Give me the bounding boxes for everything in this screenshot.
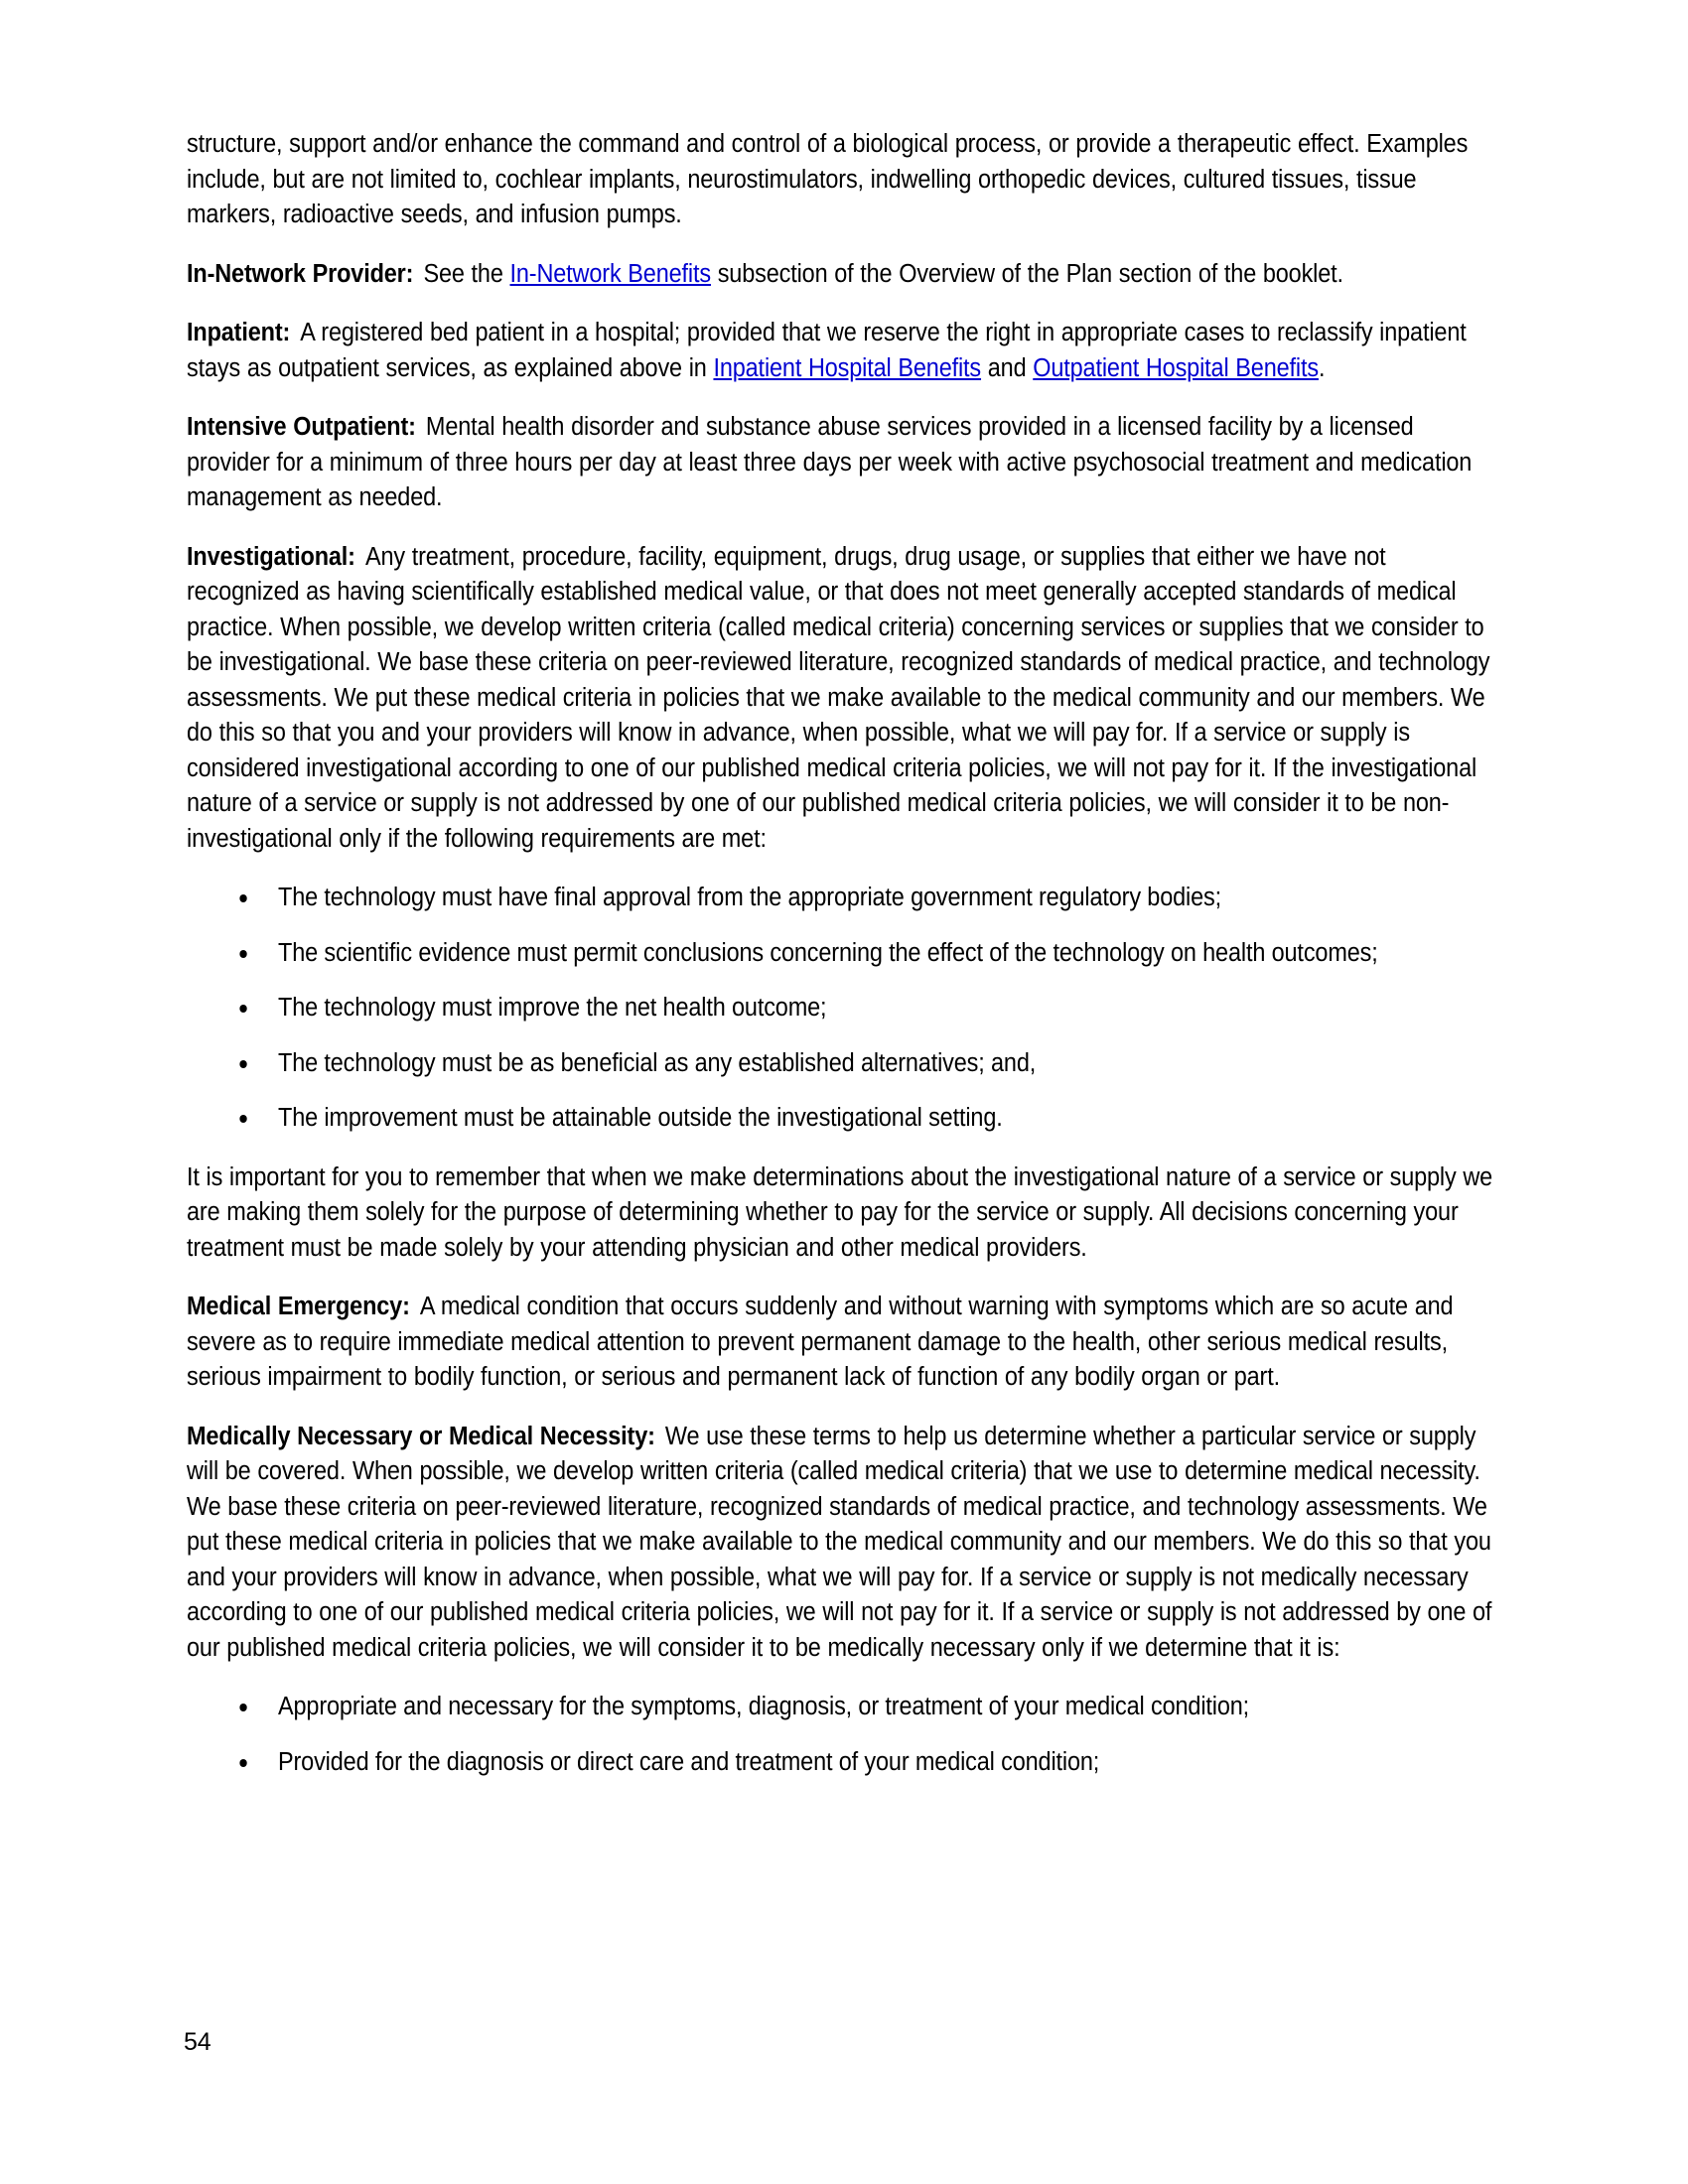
term-label-intensive-outpatient: Intensive Outpatient: [187,413,416,441]
list-item [187,936,1497,972]
list-item [187,991,1497,1026]
term-label-inpatient: Inpatient: [187,319,291,346]
definition-investigational [187,540,1497,858]
medically-necessary-text: We use these terms to help us determine whether a particular service or supply will be covered. When possible, we develop written criteria (called medical criteria) that we use to determine medical necessity. We base these criteria on peer-reviewed literature, recognized standards of medical practice, and technology assessments. We put these medical criteria in policies that we make available to the medical community and our members. We do this so that you and your providers will know in advance, when possible, what we will pay for. If a service or supply is not medically necessary according to one of our published medical criteria policies, we will not pay for it. If a service or supply is not addressed by one of our published medical criteria policies, we will consider it to be medically necessary only if we determine that it is: [187,1422,1492,1662]
list-item [187,881,1497,916]
list-medically-necessary-criteria [187,1690,1497,1780]
list-item-text: The technology must improve the net health outcome; [278,994,827,1022]
link-outpatient-hospital-benefits[interactable]: Outpatient Hospital Benefits [1033,353,1319,382]
bullet-dot-icon [239,1704,246,1711]
list-item-text: Provided for the diagnosis or direct care and treatment of your medical condition; [278,1747,1100,1776]
page-number: 54 [184,2028,211,2056]
medical-emergency-text: A medical condition that occurs suddenly and without warning with symptoms which are so acute and severe as to require immediate medical attention to prevent permanent damage to the health, other serious medical results, serious impairment to bodily function, or serious and permanent lack of function of any bodily organ or part. [187,1293,1454,1391]
list-item-text: The technology must have final approval from the appropriate government regulatory bodies; [278,884,1222,911]
bullet-dot-icon [239,1005,246,1013]
term-label-medical-emergency: Medical Emergency: [187,1293,410,1320]
list-item-text: Appropriate and necessary for the symptoms, diagnosis, or treatment of your medical condition; [278,1693,1250,1720]
list-item [187,1046,1497,1082]
link-in-network-benefits[interactable]: In-Network Benefits [509,259,711,288]
page-content [187,127,1497,1804]
list-item-text: The improvement must be attainable outside the investigational setting. [278,1104,1003,1132]
bullet-dot-icon [239,950,246,958]
inpatient-text-1: A registered bed patient in a hospital; provided that we reserve the right in appropriate cases to reclassify inpatient stays as outpatient services, as explained above in [187,319,1467,382]
paragraph-investigational-note: It is important for you to remember that when we make determinations about the investigational nature of a service or supply we are making them solely for the purpose of determining whether to pay for the service or supply. All decisions concerning your treatment must be made solely by your attending physician and other medical providers. [187,1162,1493,1262]
term-label-in-network-provider: In-Network Provider: [187,259,414,288]
investigational-text: Any treatment, procedure, facility, equipment, drugs, drug usage, or supplies that either we have not recognized as having scientifically established medical value, or that does not meet generally accepted standards of medical practice. When possible, we develop written criteria (called medical criteria) concerning services or supplies that we consider to be investigational. We base these criteria on peer-reviewed literature, recognized standards of medical practice, and technology assessments. We put these medical criteria in policies that we make available to the medical community and our members. We do this so that you and your providers will know in advance, when possible, what we will pay for. If a service or supply is considered investigational according to one of our published medical criteria policies, we will not pay for it. If the investigational nature of a service or supply is not addressed by one of our published medical criteria policies, we will consider it to be non-investigational only if the following requirements are met: [187,542,1490,853]
bullet-dot-icon [239,1060,246,1068]
definition-text-before-link: See the [423,259,510,288]
list-item-text: The scientific evidence must permit conclusions concerning the effect of the technology on health outcomes; [278,938,1378,967]
bullet-dot-icon [239,1115,246,1123]
definition-text-after-link: subsection of the Overview of the Plan section of the booklet. [710,259,1343,288]
bullet-dot-icon [239,1759,246,1767]
bullet-dot-icon [239,894,246,902]
definition-inpatient [187,316,1497,386]
definition-in-network-provider [187,257,1497,293]
definition-intensive-outpatient [187,410,1497,516]
term-label-medically-necessary: Medically Necessary or Medical Necessity: [187,1422,655,1450]
link-inpatient-hospital-benefits[interactable]: Inpatient Hospital Benefits [713,353,982,382]
inpatient-text-2: and [981,353,1034,382]
term-label-investigational: Investigational: [187,542,355,571]
intensive-outpatient-text: Mental health disorder and substance abuse services provided in a licensed facility by a licensed provider for a minimum of three hours per day at least three days per week with active psychosocial treatment and medication management as needed. [187,413,1473,511]
list-investigational-requirements [187,881,1497,1137]
list-item [187,1101,1497,1137]
definition-medical-emergency [187,1290,1497,1396]
list-item [187,1690,1497,1725]
paragraph-intro-continuation: structure, support and/or enhance the command and control of a biological process, or provide a therapeutic effect. Examples include, but are not limited to, cochlear implants, neurostimulators, indwelling orthopedic devices, cultured tissues, tissue markers, radioactive seeds, and infusion pumps. [187,130,1469,228]
list-item [187,1745,1497,1781]
list-item-text: The technology must be as beneficial as any established alternatives; and, [278,1048,1037,1077]
inpatient-text-3: . [1318,353,1326,382]
definition-medically-necessary [187,1420,1497,1667]
